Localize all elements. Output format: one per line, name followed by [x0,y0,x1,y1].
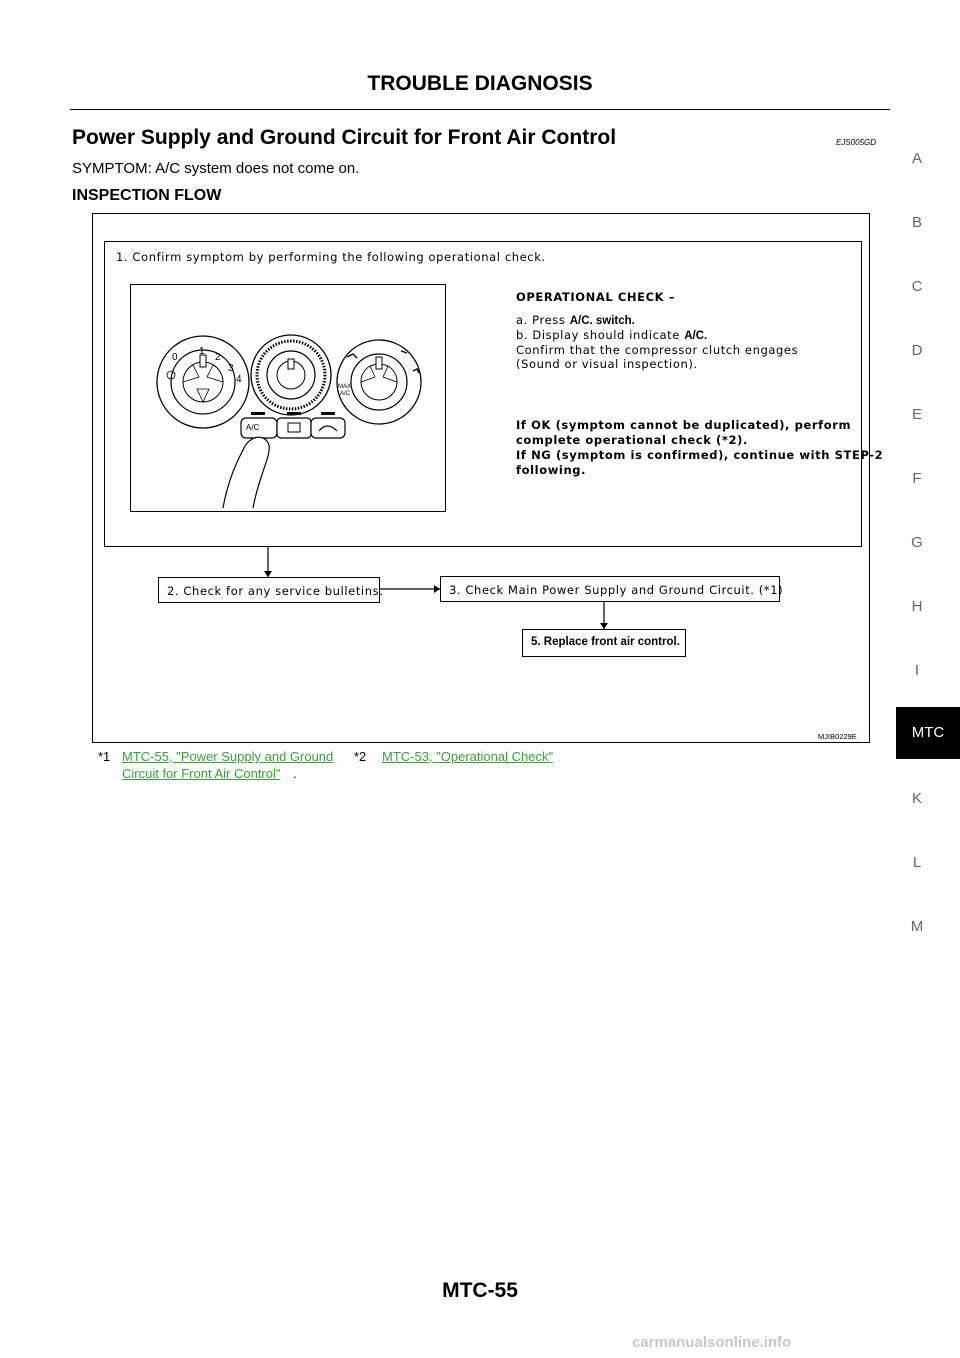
fan-tick-2: 2 [215,352,221,363]
footnote-1-marker: *1 [98,749,111,764]
fan-tick-1: 1 [199,346,205,357]
sidebar-letter-m[interactable]: M [910,918,924,935]
symptom-text: SYMPTOM: A/C system does not come on. [72,160,360,177]
step2-text: 2. Check for any service bulletins. [167,584,384,598]
fan-tick-3: 3 [228,363,234,374]
step5-text: 5. Replace front air control. [531,636,680,648]
sidebar-letter-h[interactable]: H [911,598,923,615]
sidebar-letter-a[interactable]: A [911,150,922,167]
sidebar-letter-g[interactable]: G [911,534,923,551]
step-a-prefix: a. Press [516,313,570,327]
fan-tick-4: 4 [236,374,242,385]
figure-code: MJIB0229E [818,732,857,741]
operational-check-confirm-1: Confirm that the compressor clutch engages [516,343,799,357]
inspection-flow-heading: INSPECTION FLOW [72,187,222,204]
section-code: EJS005GD [836,138,877,147]
footnote-1-link-continued[interactable]: Circuit for Front Air Control" [122,766,281,781]
page-header: TROUBLE DIAGNOSIS [367,72,593,95]
step3-box [440,576,784,602]
sidebar-letter-e[interactable]: E [911,406,922,423]
operational-check-note-3: If NG (symptom is confirmed), continue with STEP-2 [516,448,884,462]
footnote-1-period: . [293,766,297,781]
step5-box [522,629,686,657]
operational-check-note-4: following. [516,463,587,477]
step-b-prefix: b. Display should indicate [516,328,685,342]
ac-button-label: A/C [246,423,260,432]
sidebar-tab-mtc[interactable]: MTC [896,707,960,759]
operational-check-note-1: If OK (symptom cannot be duplicated), perform [516,418,852,432]
footnote-2-link[interactable]: MTC-53, "Operational Check" [382,749,554,764]
operational-check-title: OPERATIONAL CHECK – [516,290,676,304]
max-ac-label-2: A/C [340,391,351,397]
step-b-display: A/C. [684,330,708,342]
step1-text: 1. Confirm symptom by performing the following operational check. [116,250,546,264]
sidebar-letter-k[interactable]: K [911,790,922,807]
section-title: Power Supply and Ground Circuit for Front Air Control [72,126,617,149]
sidebar-letter-f[interactable]: F [912,470,922,487]
sidebar-letter-i[interactable]: I [914,662,920,679]
sidebar-letter-c[interactable]: C [911,278,923,295]
operational-check-confirm-2: (Sound or visual inspection). [516,357,698,371]
sidebar-letter-d[interactable]: D [911,342,923,359]
watermark: carmanualsonline.info [632,1334,792,1351]
operational-check-note-2: complete operational check (*2). [516,433,748,447]
sidebar-letter-l[interactable]: L [912,854,922,871]
step2-box [158,577,384,603]
footnote-2-marker: *2 [354,749,367,764]
page-number: MTC-55 [442,1279,518,1302]
sidebar-letter-b[interactable]: B [911,214,922,231]
footnote-1-link[interactable]: MTC-55, "Power Supply and Ground [122,749,334,764]
fan-tick-0: 0 [172,352,178,363]
max-ac-label-1: MAX [338,384,352,390]
step-a-switch: A/C. switch. [569,315,635,327]
step3-text: 3. Check Main Power Supply and Ground Circuit. (*1) [449,583,784,597]
